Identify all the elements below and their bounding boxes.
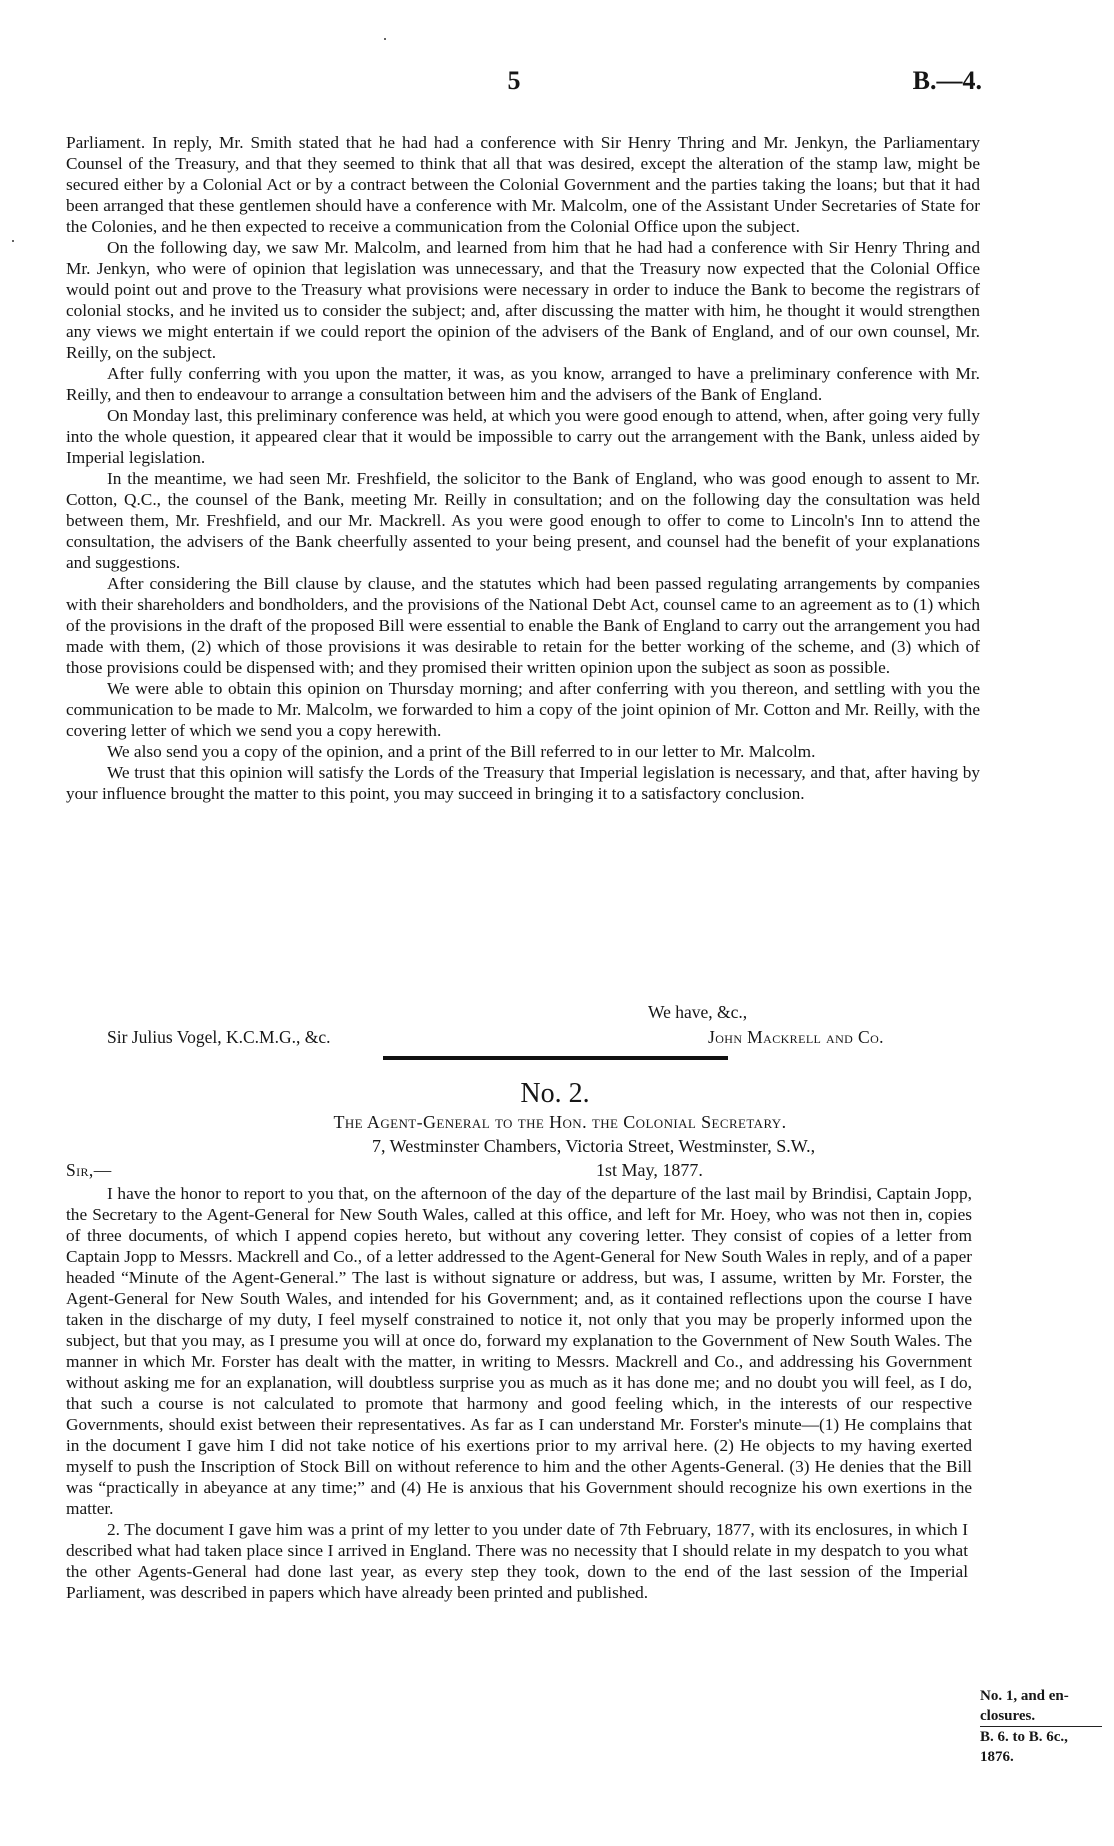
paragraph: We trust that this opinion will satisfy the Lords of the Treasury that Imperial legislation is necessary, and that, after having by your influence brought the matter to this point, you may succeed in bringing it to a satisfactory conclusion. <box>66 763 980 803</box>
paragraph: In the meantime, we had seen Mr. Freshfield, the solicitor to the Bank of England, who was good enough to assent to Mr. Cotton, Q.C., the counsel of the Bank, meeting Mr. Reilly in consultation; and on the following day the consultation was held between them, Mr. Freshfield, and our Mr. Mackrell. As you were good enough to offer to come to Lincoln's Inn to attend the consultation, the advisers of the Bank cheerfully assented to your being present, and counsel had the benefit of your explanations and suggestions. <box>66 469 980 572</box>
letter-date: 1st May, 1877. <box>596 1160 703 1180</box>
document-code: B.—4. <box>912 66 982 95</box>
print-speck <box>12 240 14 242</box>
margin-note-line: B. 6. to B. 6c., <box>980 1729 1068 1745</box>
letter-one-body <box>66 132 980 804</box>
paragraph: We were able to obtain this opinion on Thursday morning; and after conferring with you thereon, and settling with you the communication to be made to Mr. Malcolm, we forwarded to him a copy of the joint opinion of Mr. Cotton and Mr. Reilly, with the covering letter of which we send you a copy herewith. <box>66 679 980 740</box>
print-speck <box>384 38 386 40</box>
paragraph: After fully conferring with you upon the matter, it was, as you know, arranged to have a preliminary conference with Mr. Reilly, and then to endeavour to arrange a consultation between him and the advisers of the Bank of England. <box>66 364 980 404</box>
letter-subtitle: The Agent-General to the Hon. the Colonial Secretary. <box>333 1112 787 1132</box>
closing: We have, &c., <box>648 1002 748 1022</box>
salutation: Sir,— <box>66 1160 112 1180</box>
margin-note <box>980 1686 1102 1767</box>
page-number: 5 <box>507 66 521 95</box>
letter-number: No. 2. <box>520 1078 590 1109</box>
paragraph: 2. The document I gave him was a print of my letter to you under date of 7th February, 1877, with its enclosures, in which I described what had taken place since I arrived in England. There was no necessity that I should relate in my despatch to you what the other Agents-General had done last year, as every step they took, down to the end of the last session of the Imperial Parliament, was described in papers which have already been printed and published. <box>66 1520 968 1602</box>
margin-note-line: 1876. <box>980 1749 1014 1765</box>
paragraph: After considering the Bill clause by clause, and the statutes which had been passed regulating arrangements by companies with their shareholders and bondholders, and the provisions of the National Debt Act, counsel came to an agreement as to (1) which of the provisions in the draft of the proposed Bill were essential to enable the Bank of England to carry out the arrangement you had made with them, (2) which of those provisions it was desirable to retain for the better working of the scheme, and (3) which of those provisions could be dispensed with; and they promised their written opinion upon the subject as soon as possible. <box>66 574 980 677</box>
section-divider <box>383 1056 728 1060</box>
paragraph: We also send you a copy of the opinion, and a print of the Bill referred to in our letter to Mr. Malcolm. <box>107 742 816 761</box>
sender-address: 7, Westminster Chambers, Victoria Street, Westminster, S.W., <box>372 1136 816 1156</box>
paragraph: Parliament. In reply, Mr. Smith stated that he had had a conference with Sir Henry Thring and Mr. Jenkyn, the Parliamentary Counsel of the Treasury, and that they seemed to think that all that was desired, except the alteration of the stamp law, might be secured either by a Colonial Act or by a contract between the Colonial Government and the parties taking the loans; but that it had been arranged that these gentlemen should have a conference with Mr. Malcolm, one of the Assistant Under Secretaries of State for the Colonies, and he then expected to receive a communication from the Colonial Office upon the subject. <box>66 133 980 236</box>
paragraph: On Monday last, this preliminary conference was held, at which you were good enough to attend, when, after going very fully into the whole question, it appeared clear that it would be impossible to carry out the arrangement with the Bank, unless aided by Imperial legislation. <box>66 406 980 467</box>
margin-note-line: closures. <box>980 1706 1102 1727</box>
addressee: Sir Julius Vogel, K.C.M.G., &c. <box>107 1027 331 1047</box>
margin-note-line: No. 1, and en- <box>980 1688 1069 1704</box>
letter-two-body <box>66 1183 972 1603</box>
signature: John Mackrell and Co. <box>708 1027 884 1047</box>
paragraph: On the following day, we saw Mr. Malcolm, and learned from him that he had had a conference with Sir Henry Thring and Mr. Jenkyn, who were of opinion that legislation was unnecessary, and that the Treasury now expected that the Colonial Office would point out and prove to the Treasury what provisions were necessary in order to induce the Bank to become the registrars of colonial stocks, and he invited us to consider the subject; and, after discussing the matter with him, he thought it would strengthen any views we might entertain if we could report the opinion of the advisers of the Bank of England, and of our own counsel, Mr. Reilly, on the subject. <box>66 238 980 362</box>
paragraph: I have the honor to report to you that, on the afternoon of the day of the departure of the last mail by Brindisi, Captain Jopp, the Secretary to the Agent-General for New South Wales, called at this office, and left for Mr. Hoey, who was not then in, copies of three documents, of which I append copies hereto, but without any covering letter. They consist of copies of a letter from Captain Jopp to Messrs. Mackrell and Co., of a letter addressed to the Agent-General for New South Wales in reply, and of a paper headed “Minute of the Agent-General.” The last is without signature or address, but was, I assume, written by Mr. Forster, the Agent-General for New South Wales, and intended for his Government; and, as it contained reflections upon the course I have taken in the discharge of my duty, I feel myself constrained to notice it, not only that you may be properly informed upon the subject, but that you may, as I presume you will at once do, forward my explanation to the Government of New South Wales. The manner in which Mr. Forster has dealt with the matter, in writing to Messrs. Mackrell and Co., and addressing his Government without asking me for an explanation, will doubtless surprise you as much as it has done me; and no doubt you will feel, as I do, that such a course is not calculated to promote that harmony and good feeling which, in the interests of our respective Governments, should exist between their representatives. As far as I can understand Mr. Forster's minute—(1) He complains that in the document I gave him I did not take notice of his exertions prior to my arrival here. (2) He objects to my having exerted myself to push the Inscription of Stock Bill on without reference to him and the other Agents-General. (3) He denies that the Bill was “practically in abeyance at any time;” and (4) He is anxious that his Government should recognize his own exertions in the matter. <box>66 1184 972 1518</box>
